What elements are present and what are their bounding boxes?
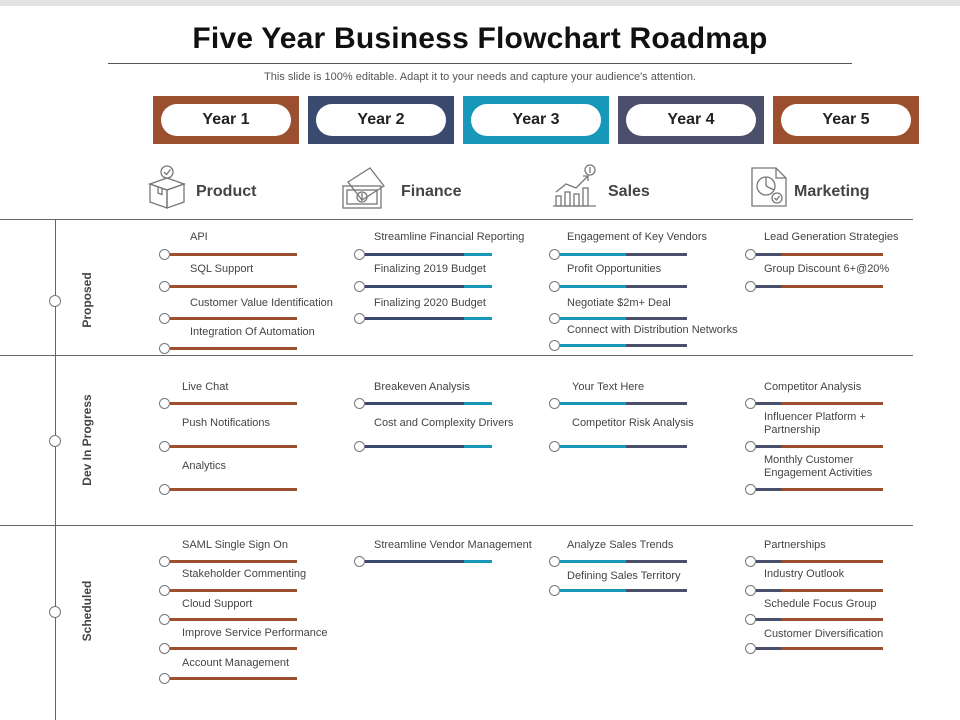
roadmap-item-label: Stakeholder Commenting <box>182 568 307 580</box>
roadmap-item-bar <box>170 253 297 256</box>
page-title: Five Year Business Flowchart Roadmap <box>192 22 768 55</box>
year-5-box <box>773 96 919 144</box>
roadmap-item-marker <box>159 556 170 567</box>
roadmap-item-marker <box>354 398 365 409</box>
roadmap-item-marker <box>745 556 756 567</box>
row-label-proposed: Proposed <box>80 272 94 328</box>
roadmap-item-marker <box>549 556 560 567</box>
roadmap-item-marker <box>745 484 756 495</box>
top-strip <box>0 0 960 6</box>
roadmap-item-bar <box>170 285 297 288</box>
year-2-box <box>308 96 454 144</box>
category-product <box>146 160 306 216</box>
roadmap-item-marker <box>354 441 365 452</box>
category-sales <box>552 160 712 216</box>
roadmap-item-bar <box>170 618 297 621</box>
roadmap-item-bar <box>365 317 492 320</box>
roadmap-item-label: Schedule Focus Group <box>764 598 877 610</box>
roadmap-item-bar <box>756 402 883 405</box>
roadmap-item-bar <box>170 445 297 448</box>
roadmap-item-bar <box>560 253 687 256</box>
roadmap-item-label: Improve Service Performance <box>182 627 328 639</box>
roadmap-item-marker <box>549 398 560 409</box>
row-node-proposed <box>49 295 61 307</box>
year-4-box <box>618 96 764 144</box>
roadmap-item-bar <box>560 445 687 448</box>
roadmap-item-marker <box>549 281 560 292</box>
roadmap-item-marker <box>745 441 756 452</box>
roadmap-item-label: Lead Generation Strategies <box>764 231 899 243</box>
roadmap-item-marker <box>549 340 560 351</box>
roadmap-item-marker <box>159 585 170 596</box>
roadmap-item-marker <box>159 643 170 654</box>
roadmap-item-bar <box>560 317 687 320</box>
grid-line-1 <box>0 355 913 356</box>
roadmap-item-bar <box>170 677 297 680</box>
category-finance-label: Finance <box>401 183 462 200</box>
roadmap-item-marker <box>549 585 560 596</box>
category-marketing <box>748 160 918 216</box>
roadmap-item-marker <box>159 441 170 452</box>
roadmap-item-label: Cloud Support <box>182 598 253 610</box>
category-product-label: Product <box>196 183 257 200</box>
category-marketing-label: Marketing <box>794 183 870 200</box>
year-3-box <box>463 96 609 144</box>
roadmap-item-marker <box>159 343 170 354</box>
roadmap-item-label: Competitor Risk Analysis <box>572 417 694 429</box>
roadmap-item-marker <box>745 643 756 654</box>
roadmap-item-bar <box>756 445 883 448</box>
roadmap-item-bar <box>560 344 687 347</box>
roadmap-item-bar <box>170 402 297 405</box>
roadmap-item-bar <box>756 488 883 491</box>
roadmap-item-label: Streamline Vendor Management <box>374 539 532 551</box>
category-finance <box>340 160 500 216</box>
roadmap-item-marker <box>745 281 756 292</box>
roadmap-item-bar <box>365 285 492 288</box>
roadmap-item-label: Influencer Platform + Partnership <box>764 411 866 436</box>
roadmap-item-marker <box>745 585 756 596</box>
roadmap-item-bar <box>756 560 883 563</box>
roadmap-item-marker <box>354 249 365 260</box>
roadmap-item-bar <box>560 560 687 563</box>
roadmap-item-marker <box>159 313 170 324</box>
roadmap-item-bar <box>170 347 297 350</box>
year-3-label: Year 3 <box>471 104 601 136</box>
roadmap-item-bar <box>170 560 297 563</box>
roadmap-item-label: API <box>190 231 208 243</box>
roadmap-item-label: Competitor Analysis <box>764 381 862 393</box>
roadmap-item-bar <box>756 618 883 621</box>
roadmap-item-label: Analyze Sales Trends <box>567 539 674 551</box>
roadmap-item-marker <box>159 673 170 684</box>
roadmap-item-bar <box>365 560 492 563</box>
roadmap-item-label: Industry Outlook <box>764 568 845 580</box>
roadmap-item-marker <box>354 313 365 324</box>
roadmap-item-marker <box>745 249 756 260</box>
year-1-label: Year 1 <box>161 104 291 136</box>
roadmap-item-label: Finalizing 2020 Budget <box>374 297 486 309</box>
sales-chart-icon <box>552 162 600 210</box>
roadmap-item-bar <box>560 589 687 592</box>
roadmap-item-bar <box>365 445 492 448</box>
grid-line-2 <box>0 525 913 526</box>
roadmap-item-bar <box>756 253 883 256</box>
row-label-scheduled: Scheduled <box>80 580 94 642</box>
year-1-box <box>153 96 299 144</box>
roadmap-item-label: Group Discount 6+@20% <box>764 263 890 275</box>
box-icon <box>146 162 188 210</box>
year-5-label: Year 5 <box>781 104 911 136</box>
roadmap-item-label: Defining Sales Territory <box>567 570 681 582</box>
roadmap-item-marker <box>745 398 756 409</box>
roadmap-item-label: Streamline Financial Reporting <box>374 231 525 243</box>
roadmap-item-marker <box>159 614 170 625</box>
title-divider <box>108 63 852 64</box>
roadmap-item-label: Customer Value Identification <box>190 297 333 309</box>
roadmap-item-bar <box>170 317 297 320</box>
roadmap-item-bar <box>365 253 492 256</box>
roadmap-item-marker <box>159 398 170 409</box>
roadmap-item-label: Engagement of Key Vendors <box>567 231 708 243</box>
row-node-dev-in-progress <box>49 435 61 447</box>
roadmap-item-label: Analytics <box>182 460 227 472</box>
roadmap-item-marker <box>159 281 170 292</box>
roadmap-item-label: Connect with Distribution Networks <box>567 324 738 336</box>
roadmap-item-marker <box>549 441 560 452</box>
page-subtitle: This slide is 100% editable. Adapt it to your needs and capture your audience's attention. <box>264 71 696 83</box>
row-label-dev-in-progress: Dev In Progress <box>80 394 94 486</box>
roadmap-item-label: SAML Single Sign On <box>182 539 288 551</box>
roadmap-item-bar <box>170 647 297 650</box>
pie-report-icon <box>748 162 790 210</box>
roadmap-item-marker <box>745 614 756 625</box>
roadmap-item-label: Monthly Customer Engagement Activities <box>764 454 873 479</box>
roadmap-item-label: Customer Diversification <box>764 628 884 640</box>
roadmap-item-bar <box>365 402 492 405</box>
roadmap-item-label: Partnerships <box>764 539 826 551</box>
roadmap-item-bar <box>756 647 883 650</box>
roadmap-item-label: Finalizing 2019 Budget <box>374 263 486 275</box>
roadmap-item-bar <box>560 285 687 288</box>
roadmap-item-bar <box>170 589 297 592</box>
category-sales-label: Sales <box>608 183 650 200</box>
roadmap-item-marker <box>159 484 170 495</box>
roadmap-item-label: Your Text Here <box>572 381 645 393</box>
roadmap-item-marker <box>354 556 365 567</box>
roadmap-item-label: Cost and Complexity Drivers <box>374 417 514 429</box>
grid-line-top <box>0 219 913 220</box>
roadmap-item-bar <box>756 589 883 592</box>
roadmap-item-label: Account Management <box>182 657 290 669</box>
roadmap-item-marker <box>354 281 365 292</box>
roadmap-item-bar <box>560 402 687 405</box>
roadmap-item-label: Integration Of Automation <box>190 326 315 338</box>
roadmap-item-marker <box>159 249 170 260</box>
roadmap-item-label: SQL Support <box>190 263 254 275</box>
year-2-label: Year 2 <box>316 104 446 136</box>
roadmap-item-bar <box>170 488 297 491</box>
roadmap-item-marker <box>549 249 560 260</box>
roadmap-item-label: Push Notifications <box>182 417 271 429</box>
roadmap-item-bar <box>756 285 883 288</box>
roadmap-item-label: Negotiate $2m+ Deal <box>567 297 671 309</box>
roadmap-item-marker <box>549 313 560 324</box>
roadmap-item-label: Live Chat <box>182 381 229 393</box>
roadmap-item-label: Breakeven Analysis <box>374 381 470 393</box>
row-node-scheduled <box>49 606 61 618</box>
money-icon <box>340 162 388 210</box>
year-4-label: Year 4 <box>626 104 756 136</box>
roadmap-item-label: Profit Opportunities <box>567 263 662 275</box>
